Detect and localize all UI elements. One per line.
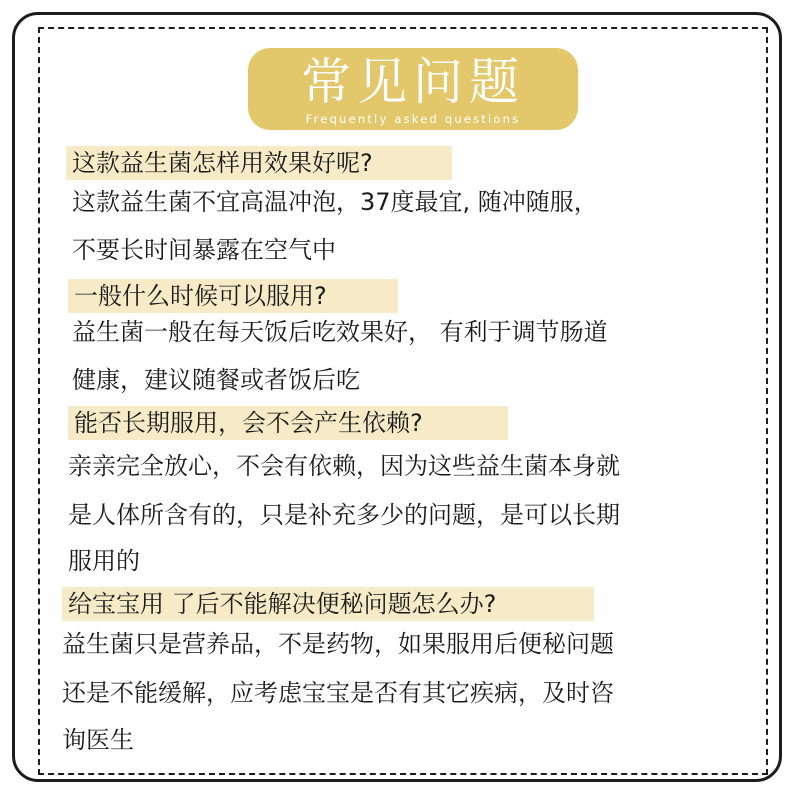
faq-answer-3-line-3: 服用的 (68, 547, 140, 575)
faq-answer-1-line-1: 这款益生菌不宜高温冲泡，37度最宜, 随冲随服， (72, 188, 598, 216)
faq-answer-4-line-1: 益生菌只是营养品，不是药物，如果服用后便秘问题 (62, 630, 614, 658)
title-badge (248, 48, 578, 130)
faq-answer-1-line-2: 不要长时间暴露在空气中 (72, 236, 336, 264)
faq-question-3: 能否长期服用，会不会产生依赖? (68, 406, 508, 440)
faq-question-2: 一般什么时候可以服用? (68, 279, 398, 313)
faq-answer-4-line-2: 还是不能缓解，应考虑宝宝是否有其它疾病，及时咨 (62, 679, 614, 707)
faq-answer-2-line-1: 益生菌一般在每天饭后吃效果好， 有利于调节肠道 (72, 318, 608, 346)
faq-answer-2-line-2: 健康，建议随餐或者饭后吃 (72, 366, 360, 394)
faq-answer-4-line-3: 询医生 (62, 726, 134, 754)
faq-answer-3-line-1: 亲亲完全放心，不会有依赖，因为这些益生菌本身就 (68, 452, 620, 480)
faq-question-1: 这款益生菌怎样用效果好呢? (66, 146, 452, 180)
page-subtitle: Frequently asked questions (305, 112, 521, 126)
faq-question-4: 给宝宝用 了后不能解决便秘问题怎么办? (62, 587, 594, 621)
faq-answer-3-line-2: 是人体所含有的，只是补充多少的问题，是可以长期 (68, 501, 620, 529)
page-title: 常见问题 (301, 53, 525, 111)
